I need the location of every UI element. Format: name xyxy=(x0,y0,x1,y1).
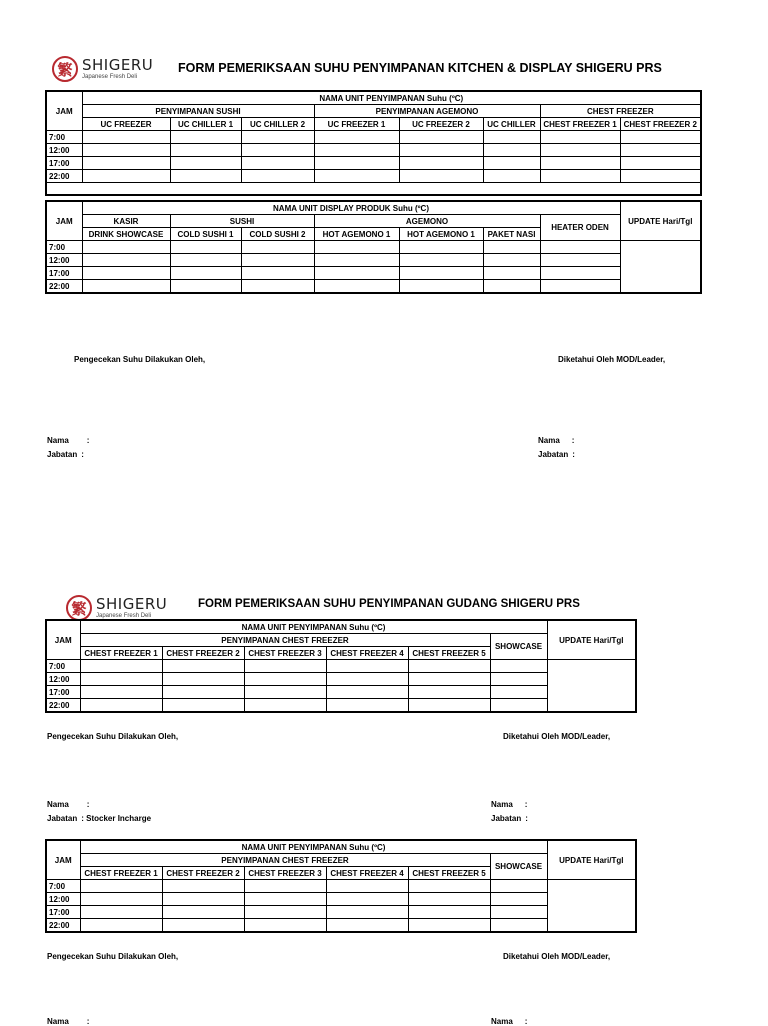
column-header: HOT AGEMONO 1 xyxy=(399,228,483,241)
group-header: PENYIMPANAN CHEST FREEZER xyxy=(80,634,490,647)
temp-cell[interactable] xyxy=(170,157,241,170)
temp-cell[interactable] xyxy=(82,131,170,144)
group-header: PENYIMPANAN CHEST FREEZER xyxy=(80,854,490,867)
table-row xyxy=(46,241,701,254)
time-label: 22:00 xyxy=(46,699,80,713)
column-header: CHEST FREEZER 5 xyxy=(408,647,490,660)
kitchen-form-title: FORM PEMERIKSAAN SUHU PENYIMPANAN KITCHEN & DISPLAY SHIGERU PRS xyxy=(178,61,662,75)
table-row xyxy=(46,267,701,280)
temp-cell[interactable] xyxy=(244,660,326,673)
temp-cell[interactable] xyxy=(399,144,483,157)
table-row xyxy=(46,660,636,673)
column-header: PAKET NASI xyxy=(483,228,540,241)
jabatan-label: Jabatan xyxy=(47,814,78,823)
column-header: CHEST FREEZER 4 xyxy=(326,647,408,660)
showcase-header: SHOWCASE xyxy=(490,854,547,880)
table-row xyxy=(46,880,636,893)
temp-cell[interactable] xyxy=(399,280,483,294)
temp-cell[interactable] xyxy=(314,254,399,267)
column-header: DRINK SHOWCASE xyxy=(82,228,170,241)
temp-cell[interactable] xyxy=(408,919,490,933)
column-header: CHEST FREEZER 2 xyxy=(162,647,244,660)
temp-cell[interactable] xyxy=(490,919,547,933)
temp-cell[interactable] xyxy=(540,254,620,267)
display-unit-header: NAMA UNIT DISPLAY PRODUK Suhu (ºC) xyxy=(82,201,620,215)
group-header: SUSHI xyxy=(170,215,314,228)
gudang-table-2 xyxy=(45,839,637,933)
nama-label: Nama xyxy=(491,1017,513,1026)
temp-cell[interactable] xyxy=(326,919,408,933)
jam-header: JAM xyxy=(46,91,82,131)
update-cell[interactable] xyxy=(620,241,701,294)
time-label: 17:00 xyxy=(46,906,80,919)
temp-cell[interactable] xyxy=(82,280,170,294)
temp-cell[interactable] xyxy=(241,131,314,144)
temp-cell[interactable] xyxy=(82,267,170,280)
jabatan-field xyxy=(47,450,84,459)
shigeru-emblem-icon: 繁 xyxy=(52,56,78,82)
temp-cell[interactable] xyxy=(326,893,408,906)
temp-cell[interactable] xyxy=(408,686,490,699)
shigeru-logo xyxy=(52,56,153,82)
nama-field xyxy=(491,1017,527,1026)
column-header: CHEST FREEZER 1 xyxy=(80,647,162,660)
brand-tagline: Japanese Fresh Deli xyxy=(82,74,138,80)
colon: : xyxy=(572,450,575,459)
temp-cell[interactable] xyxy=(80,660,162,673)
time-label: 22:00 xyxy=(46,170,82,183)
temp-cell[interactable] xyxy=(241,170,314,183)
checked-by-label: Pengecekan Suhu Dilakukan Oleh, xyxy=(74,355,206,364)
known-by-label: Diketahui Oleh MOD/Leader, xyxy=(558,355,666,364)
temp-cell[interactable] xyxy=(540,157,620,170)
colon: : xyxy=(81,450,84,459)
temp-cell[interactable] xyxy=(540,241,620,254)
colon: : xyxy=(571,436,575,445)
temp-cell[interactable] xyxy=(162,699,244,713)
nama-field xyxy=(47,800,89,809)
temp-cell[interactable] xyxy=(170,267,241,280)
column-header: CHEST FREEZER 1 xyxy=(80,867,162,880)
temp-cell[interactable] xyxy=(162,673,244,686)
table-row xyxy=(46,254,701,267)
update-cell[interactable] xyxy=(547,880,636,933)
temp-cell[interactable] xyxy=(399,170,483,183)
temp-cell[interactable] xyxy=(490,880,547,893)
temp-cell[interactable] xyxy=(244,880,326,893)
temp-cell[interactable] xyxy=(241,144,314,157)
group-header: KASIR xyxy=(82,215,170,228)
temp-cell[interactable] xyxy=(170,241,241,254)
jabatan-label: Jabatan xyxy=(491,814,522,823)
temp-cell[interactable] xyxy=(483,267,540,280)
jabatan-field xyxy=(47,814,151,823)
update-header: UPDATE Hari/Tgl xyxy=(547,840,636,880)
temp-cell[interactable] xyxy=(483,157,540,170)
column-header: COLD SUSHI 2 xyxy=(241,228,314,241)
temp-cell[interactable] xyxy=(399,241,483,254)
temp-cell[interactable] xyxy=(162,919,244,933)
temp-cell[interactable] xyxy=(80,893,162,906)
temp-cell[interactable] xyxy=(314,267,399,280)
group-header: PENYIMPANAN AGEMONO xyxy=(314,105,540,118)
jam-header: JAM xyxy=(46,201,82,241)
temp-cell[interactable] xyxy=(170,254,241,267)
heater-oden-header: HEATER ODEN xyxy=(540,215,620,241)
known-by-label: Diketahui Oleh MOD/Leader, xyxy=(503,952,611,961)
storage-unit-header: NAMA UNIT PENYIMPANAN Suhu (ºC) xyxy=(80,840,547,854)
temp-cell[interactable] xyxy=(80,699,162,713)
temp-cell[interactable] xyxy=(408,906,490,919)
temp-cell[interactable] xyxy=(326,906,408,919)
shigeru-logo xyxy=(66,595,167,621)
update-cell[interactable] xyxy=(547,660,636,713)
temp-cell[interactable] xyxy=(82,241,170,254)
temp-cell[interactable] xyxy=(80,919,162,933)
jabatan-label: Jabatan xyxy=(47,450,78,459)
column-header: CHEST FREEZER 1 xyxy=(540,118,620,131)
temp-cell[interactable] xyxy=(483,280,540,294)
temp-cell[interactable] xyxy=(80,880,162,893)
column-header: CHEST FREEZER 5 xyxy=(408,867,490,880)
colon: : xyxy=(86,800,90,809)
column-header: CHEST FREEZER 4 xyxy=(326,867,408,880)
temp-cell[interactable] xyxy=(82,254,170,267)
temp-cell[interactable] xyxy=(399,267,483,280)
temp-cell[interactable] xyxy=(540,170,620,183)
nama-field xyxy=(47,1017,89,1026)
temp-cell[interactable] xyxy=(314,241,399,254)
time-label: 17:00 xyxy=(46,267,82,280)
temp-cell[interactable] xyxy=(241,280,314,294)
temp-cell[interactable] xyxy=(82,144,170,157)
column-header: UC FREEZER 1 xyxy=(314,118,399,131)
column-header: CHEST FREEZER 3 xyxy=(244,867,326,880)
nama-field xyxy=(538,436,574,445)
temp-cell[interactable] xyxy=(483,241,540,254)
temp-cell[interactable] xyxy=(80,906,162,919)
column-header: UC FREEZER 2 xyxy=(399,118,483,131)
temp-cell[interactable] xyxy=(408,880,490,893)
time-label: 17:00 xyxy=(46,686,80,699)
jam-header: JAM xyxy=(46,840,80,880)
table-row xyxy=(46,131,701,144)
brand-name: SHIGERU xyxy=(82,56,154,74)
column-header: COLD SUSHI 1 xyxy=(170,228,241,241)
spacer-row xyxy=(46,183,701,196)
column-header: UC CHILLER 1 xyxy=(170,118,241,131)
time-label: 12:00 xyxy=(46,893,80,906)
nama-label: Nama xyxy=(47,800,69,809)
column-header: HOT AGEMONO 1 xyxy=(314,228,399,241)
temp-cell[interactable] xyxy=(540,144,620,157)
temp-cell[interactable] xyxy=(162,880,244,893)
nama-field xyxy=(47,436,89,445)
temp-cell[interactable] xyxy=(408,660,490,673)
kitchen-display-table xyxy=(45,200,702,294)
colon: : xyxy=(86,436,90,445)
group-header: AGEMONO xyxy=(314,215,540,228)
temp-cell[interactable] xyxy=(620,144,701,157)
showcase-header: SHOWCASE xyxy=(490,634,547,660)
temp-cell[interactable] xyxy=(241,254,314,267)
temp-cell[interactable] xyxy=(399,131,483,144)
temp-cell[interactable] xyxy=(490,673,547,686)
jabatan-field xyxy=(491,814,528,823)
temp-cell[interactable] xyxy=(241,267,314,280)
column-header: CHEST FREEZER 3 xyxy=(244,647,326,660)
temp-cell[interactable] xyxy=(82,157,170,170)
temp-cell[interactable] xyxy=(162,893,244,906)
brand-tagline: Japanese Fresh Deli xyxy=(96,613,152,619)
jam-header: JAM xyxy=(46,620,80,660)
checked-by-label: Pengecekan Suhu Dilakukan Oleh, xyxy=(47,732,179,741)
temp-cell[interactable] xyxy=(326,686,408,699)
column-header: UC CHILLER 2 xyxy=(241,118,314,131)
jabatan-label: Jabatan xyxy=(538,450,569,459)
temp-cell[interactable] xyxy=(483,131,540,144)
storage-unit-header: NAMA UNIT PENYIMPANAN Suhu (ºC) xyxy=(82,91,701,105)
temp-cell[interactable] xyxy=(314,280,399,294)
temp-cell[interactable] xyxy=(408,893,490,906)
gudang-table-1 xyxy=(45,619,637,713)
checked-by-label: Pengecekan Suhu Dilakukan Oleh, xyxy=(47,952,179,961)
table-row xyxy=(46,144,701,157)
temp-cell[interactable] xyxy=(540,280,620,294)
time-label: 7:00 xyxy=(46,880,80,893)
temp-cell[interactable] xyxy=(80,673,162,686)
temp-cell[interactable] xyxy=(170,144,241,157)
time-label: 7:00 xyxy=(46,660,80,673)
temp-cell[interactable] xyxy=(170,170,241,183)
temp-cell[interactable] xyxy=(399,254,483,267)
temp-cell[interactable] xyxy=(241,157,314,170)
temp-cell[interactable] xyxy=(244,699,326,713)
nama-label: Nama xyxy=(47,1017,69,1026)
temp-cell[interactable] xyxy=(490,660,547,673)
temp-cell[interactable] xyxy=(314,157,399,170)
colon: : xyxy=(86,1017,90,1026)
temp-cell[interactable] xyxy=(241,241,314,254)
time-label: 22:00 xyxy=(46,280,82,294)
table-row xyxy=(46,280,701,294)
temp-cell[interactable] xyxy=(620,170,701,183)
column-header: UC FREEZER xyxy=(82,118,170,131)
temp-cell[interactable] xyxy=(162,906,244,919)
temp-cell[interactable] xyxy=(314,170,399,183)
temp-cell[interactable] xyxy=(490,906,547,919)
table-row xyxy=(46,170,701,183)
temp-cell[interactable] xyxy=(162,686,244,699)
jabatan-value: : Stocker Incharge xyxy=(81,814,152,823)
gudang-form-title: FORM PEMERIKSAAN SUHU PENYIMPANAN GUDANG SHIGERU PRS xyxy=(198,598,580,610)
column-header: CHEST FREEZER 2 xyxy=(620,118,701,131)
temp-cell[interactable] xyxy=(170,131,241,144)
time-label: 7:00 xyxy=(46,131,82,144)
time-label: 22:00 xyxy=(46,919,80,933)
temp-cell[interactable] xyxy=(314,131,399,144)
kitchen-storage-table xyxy=(45,90,702,196)
temp-cell[interactable] xyxy=(483,254,540,267)
temp-cell[interactable] xyxy=(540,131,620,144)
colon: : xyxy=(524,1017,528,1026)
temp-cell[interactable] xyxy=(244,919,326,933)
column-header: UC CHILLER xyxy=(483,118,540,131)
temp-cell[interactable] xyxy=(620,131,701,144)
known-by-label: Diketahui Oleh MOD/Leader, xyxy=(503,732,611,741)
temp-cell[interactable] xyxy=(620,157,701,170)
column-header: CHEST FREEZER 2 xyxy=(162,867,244,880)
temp-cell[interactable] xyxy=(399,157,483,170)
temp-cell[interactable] xyxy=(162,660,244,673)
temp-cell[interactable] xyxy=(326,880,408,893)
temp-cell[interactable] xyxy=(244,673,326,686)
temp-cell[interactable] xyxy=(490,699,547,713)
temp-cell[interactable] xyxy=(490,686,547,699)
time-label: 17:00 xyxy=(46,157,82,170)
temp-cell[interactable] xyxy=(170,280,241,294)
temp-cell[interactable] xyxy=(326,699,408,713)
group-header: PENYIMPANAN SUSHI xyxy=(82,105,314,118)
jabatan-field xyxy=(538,450,575,459)
table-row xyxy=(46,157,701,170)
temp-cell[interactable] xyxy=(244,906,326,919)
time-label: 12:00 xyxy=(46,673,80,686)
temp-cell[interactable] xyxy=(326,673,408,686)
nama-label: Nama xyxy=(538,436,560,445)
colon: : xyxy=(524,800,528,809)
storage-unit-header: NAMA UNIT PENYIMPANAN Suhu (ºC) xyxy=(80,620,547,634)
temp-cell[interactable] xyxy=(408,673,490,686)
nama-label: Nama xyxy=(47,436,69,445)
update-header: UPDATE Hari/Tgl xyxy=(547,620,636,660)
temp-cell[interactable] xyxy=(314,144,399,157)
time-label: 12:00 xyxy=(46,254,82,267)
group-header: CHEST FREEZER xyxy=(540,105,701,118)
temp-cell[interactable] xyxy=(483,144,540,157)
temp-cell[interactable] xyxy=(490,893,547,906)
temp-cell[interactable] xyxy=(244,893,326,906)
nama-label: Nama xyxy=(491,800,513,809)
temp-cell[interactable] xyxy=(540,267,620,280)
brand-name: SHIGERU xyxy=(96,595,168,613)
nama-field xyxy=(491,800,527,809)
shigeru-emblem-icon: 繁 xyxy=(66,595,92,621)
temp-cell[interactable] xyxy=(483,170,540,183)
time-label: 12:00 xyxy=(46,144,82,157)
temp-cell[interactable] xyxy=(408,699,490,713)
time-label: 7:00 xyxy=(46,241,82,254)
temp-cell[interactable] xyxy=(326,660,408,673)
update-header: UPDATE Hari/Tgl xyxy=(620,201,701,241)
temp-cell[interactable] xyxy=(244,686,326,699)
temp-cell[interactable] xyxy=(82,170,170,183)
temp-cell[interactable] xyxy=(80,686,162,699)
colon: : xyxy=(525,814,528,823)
